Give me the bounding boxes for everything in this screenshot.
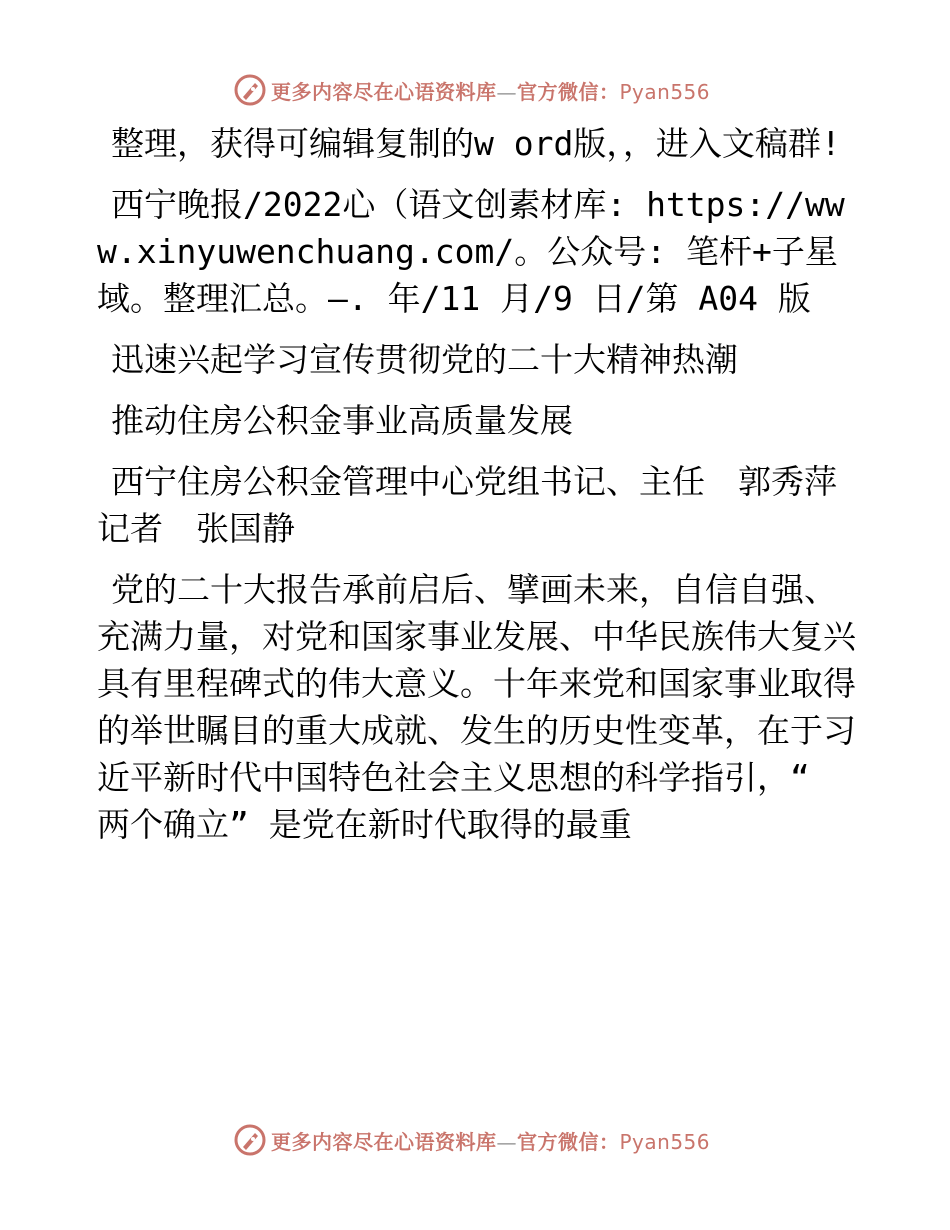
pen-nib-logo-icon: [233, 73, 267, 107]
banner-wechat-id: Pyan556: [619, 79, 711, 104]
banner-separator: —: [496, 1129, 517, 1154]
footer-banner: [0, 1120, 950, 1160]
byline: 西宁住房公积金管理中心党组书记、主任 郭秀萍 记者 张国静: [97, 462, 870, 548]
banner-wechat-id: Pyan556: [619, 1129, 711, 1154]
banner-main-text: 更多内容尽在心语资料库: [271, 79, 497, 104]
header-banner: [0, 70, 950, 110]
document-body: [97, 120, 870, 862]
banner-main-text: 更多内容尽在心语资料库: [271, 1129, 497, 1154]
paragraph-body: 党的二十大报告承前启后、擘画未来，自信自强、充满力量，对党和国家事业发展、中华民族伟大复兴具有里程碑式的伟大意义。十年来党和国家事业取得的举世瞩目的重大成就、发生的历史性变革，在于习近平新时代中国特色社会主义思想的科学指引，“ 两个确立” 是党在新时代取得的最重: [97, 570, 856, 844]
banner-official-label: 官方微信：: [517, 79, 620, 104]
pen-nib-logo-icon: [233, 1123, 267, 1157]
headline-1: 迅速兴起学习宣传贯彻党的二十大精神热潮: [111, 340, 738, 379]
banner-official-label: 官方微信：: [517, 1129, 620, 1154]
banner-separator: —: [496, 79, 517, 104]
headline-2: 推动住房公积金事业高质量发展: [111, 401, 573, 440]
paragraph-intro: 整理，获得可编辑复制的w ord版，，进入文稿群!: [111, 124, 841, 163]
paragraph-source: 西宁晚报/2022心（语文创素材库: https://www.xinyuwenchuang.com/。公众号: 笔杆+子星域。整理汇总。—. 年/11 月/9 日/第 A04 版: [97, 185, 845, 318]
